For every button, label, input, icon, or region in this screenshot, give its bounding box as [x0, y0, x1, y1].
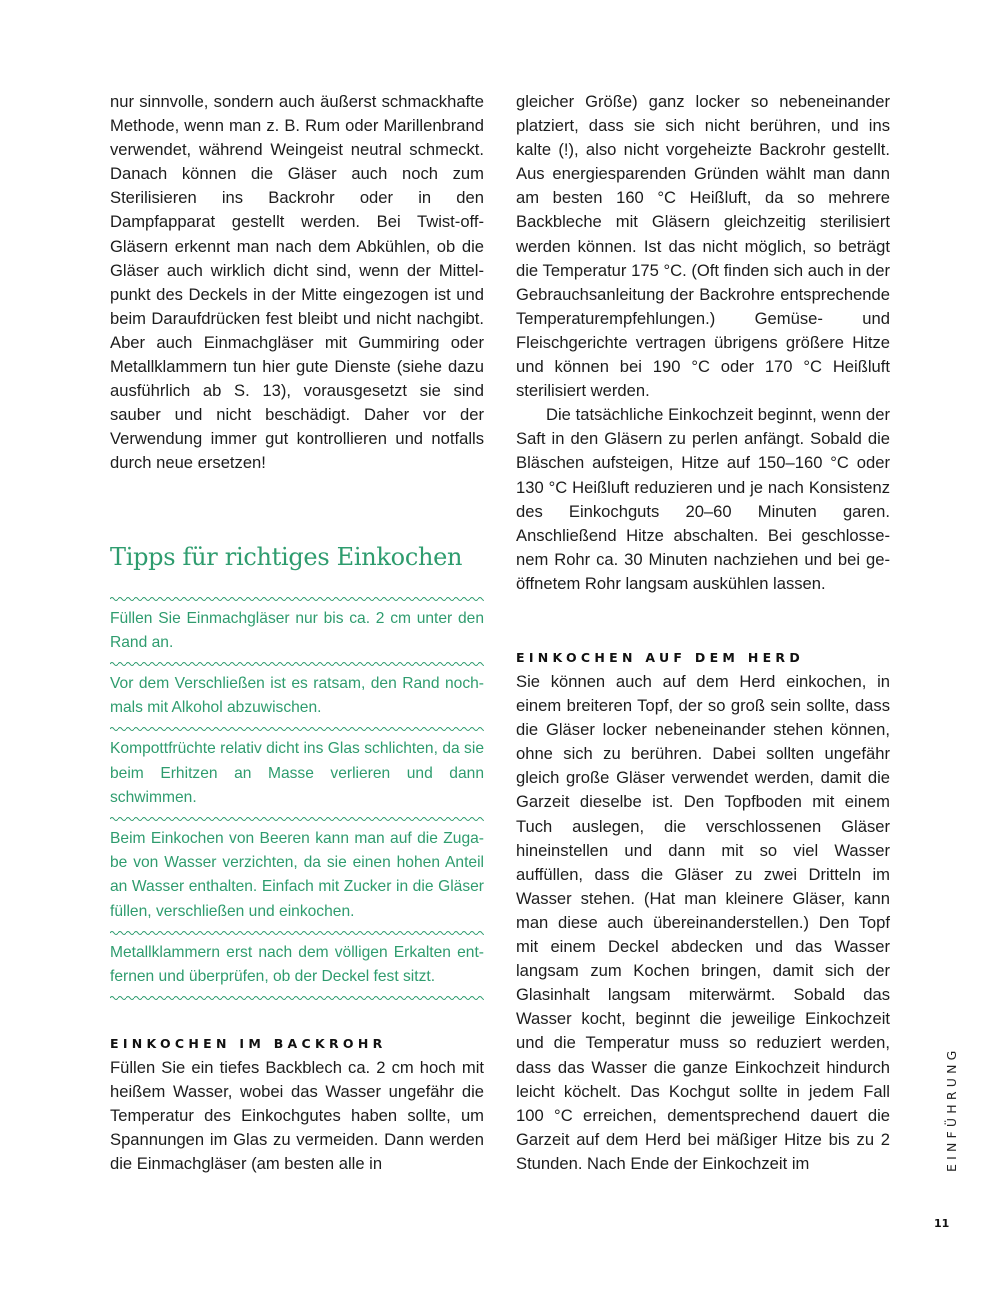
tips-box: [110, 542, 484, 1003]
tips-title: Tipps für richtiges Einkochen: [110, 542, 463, 571]
herd-paragraph: Sie können auch auf dem Herd einkochen, in einem breiteren Topf, der so groß sein sollte, dass die Gläser locker nebeneinander stehen können, ohne sich zu berühren. Dabei sollten ungefähr gleich große Gläser verwendet werden, damit die Garzeit dieselbe ist. Den Topfboden mit einem Tuch auslegen, die verschlossenen Gläser hineinstellen und dann mit so viel Wasser auffüllen, dass die Gläser zu zwei Dritteln im Wasser stehen. (Hat man kleinere Gläser, kann man diese auch übereinanderstellen.) Den Topf mit einem Deckel abdecken und das Wasser langsam zum Kochen bringen, damit sich der Glasinhalt langsam miterwärmt. Sobald das Wasser kocht, beginnt die jeweilige Einkochzeit und die Temperatur muss so reduziert werden, dass das Wasser die ganze Einkochzeit hindurch leicht köchelt. Das Kochgut sollte in jedem Fall 100 °C erreichen, dementsprechend dauert die Garzeit auf dem Herd bei mäßiger Hitze bis zu 2 Stunden. Nach Ende der Einkochzeit im: [516, 672, 890, 1173]
tip-item: Beim Einkochen von Beeren kann man auf die Zugabe von Wasser verzichten, da sie einen hohen Anteil an Wasser enthalten. Einfach mit Zucker in die Gläser füllen, verschließen und einkochen.: [110, 829, 484, 920]
section-heading-backrohr: EINKOCHEN IM BACKROHR: [110, 1036, 387, 1051]
right-paragraph-1: gleicher Größe) ganz locker so nebeneinander platziert, dass sie sich nicht berühren, und ins kalte (!), also nicht vorgeheizte Backrohr gestellt. Aus energiesparenden Gründen wählt man dann am besten 160 °C Heißluft, da so mehrere Backbleche mit Gläsern gleichzeitig sterilisiert werden können. Ist das nicht möglich, so beträgt die Temperatur 175 °C. (Oft finden sich auch in der Gebrauchsanleitung der Backrohre entsprechende Temperaturempfehlungen.) Gemüse- und Fleischgerichte vertragen übrigens größere Hitze und können bei 190 °C oder 170 °C Heißluft sterilisiert werden.: [516, 92, 890, 401]
wave-divider: [110, 595, 484, 603]
backrohr-paragraph: Füllen Sie ein tiefes Backblech ca. 2 cm hoch mit heißem Wasser, wobei das Wasser ungefähr die Temperatur des Einkochgutes haben sollte, um Spannungen im Glas zu vermeiden. Dann werden die Einmachgläser (am besten alle in: [110, 1058, 484, 1174]
wave-divider: [110, 660, 484, 668]
page-number: 11: [934, 1217, 950, 1230]
wave-divider: [110, 994, 484, 1002]
wave-divider: [110, 725, 484, 733]
intro-paragraph: nur sinnvolle, sondern auch äußerst schmackhafte Methode, wenn man z. B. Rum oder Marillenbrand verwendet, während Weingeist neutral schmeckt. Danach können die Gläser auch noch zum Sterilisieren ins Backrohr oder in den Dampfapparat gestellt werden. Bei Twist-off-Gläsern erkennt man nach dem Abkühlen, ob die Gläser auch wirklich dicht sind, wenn der Mittelpunkt des Deckels in der Mitte eingezogen ist und beim Daraufdrücken fest bleibt und nicht nachgibt. Aber auch Einmachgläser mit Gummiring oder Metallklammern tun hier gute Dienste (siehe dazu ausführlich ab S. 13), vorausgesetzt sie sind sauber und nicht beschädigt. Daher vor der Verwendung immer gut kontrollieren und notfalls durch neue ersetzen!: [110, 92, 484, 473]
wave-divider: [110, 815, 484, 823]
section-backrohr: [110, 1032, 484, 1176]
chapter-label: EINFÜHRUNG: [944, 1046, 959, 1172]
right-paragraph-2: Die tatsächliche Einkochzeit beginnt, wenn der Saft in den Gläsern zu perlen anfängt. Sobald die Bläschen aufsteigen, Hitze auf 150–160 °C oder 130 °C Heißluft reduzieren und je nach Konsistenz des Einkochguts 20–60 Minuten garen. Anschließend Hitze abschalten. Bei geschlossenem Rohr ca. 30 Minuten nachziehen und bei geöffnetem Rohr langsam auskühlen lassen.: [516, 405, 890, 593]
section-herd: [516, 646, 890, 1176]
tip-item: Füllen Sie Einmachgläser nur bis ca. 2 cm unter den Rand an.: [110, 609, 484, 651]
tip-item: Vor dem Verschließen ist es ratsam, den Rand nochmals mit Alkohol abzuwischen.: [110, 674, 484, 717]
wave-divider: [110, 929, 484, 937]
section-heading-herd: EINKOCHEN AUF DEM HERD: [516, 650, 805, 665]
tip-item: Metallklammern erst nach dem völligen Erkalten entfernen und überprüfen, ob der Deckel fest sitzt.: [110, 943, 484, 985]
left-column: [110, 90, 484, 1174]
tip-item: Kompottfrüchte relativ dicht ins Glas schlichten, da sie beim Erhitzen an Masse verlieren und dann schwimmen.: [110, 740, 484, 806]
right-column: [516, 90, 890, 1173]
